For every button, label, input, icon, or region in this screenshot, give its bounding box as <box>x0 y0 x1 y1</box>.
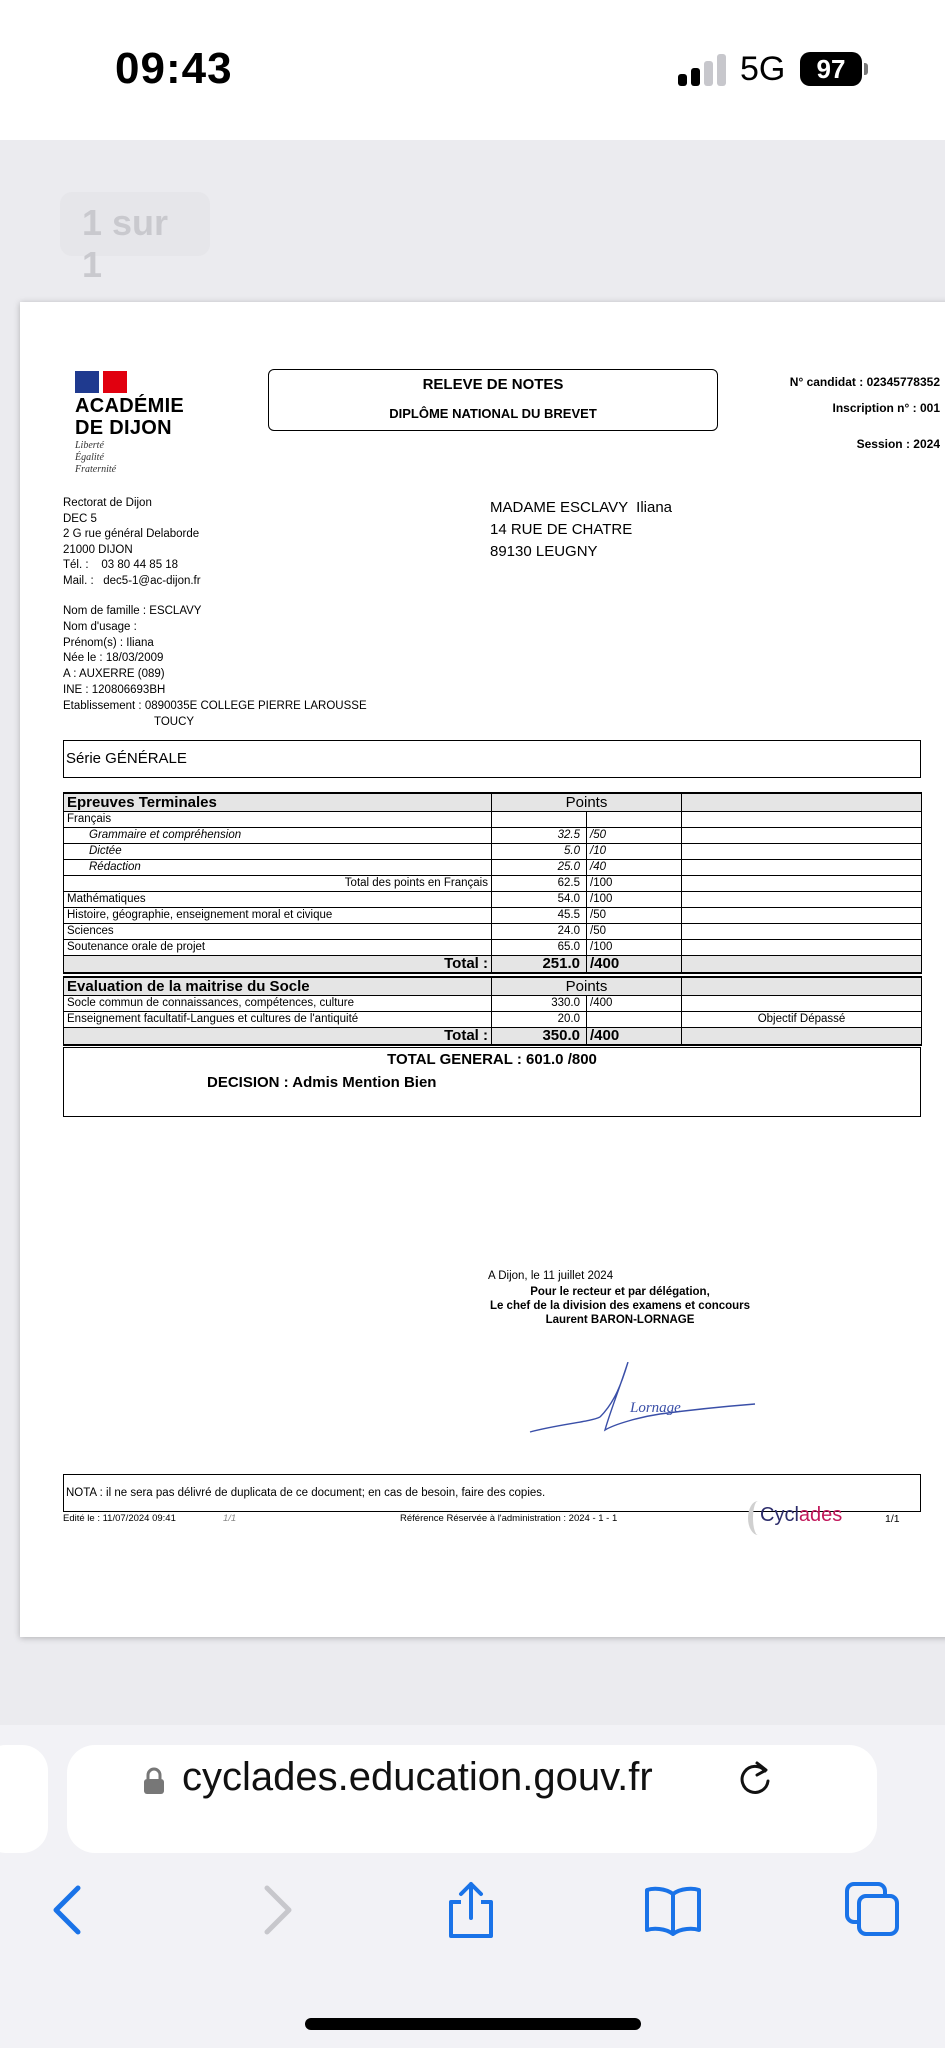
battery-level: 97 <box>816 54 846 84</box>
url-text[interactable]: cyclades.education.gouv.fr <box>182 1755 653 1799</box>
decision: DECISION : Admis Mention Bien <box>207 1074 437 1091</box>
table-row: Histoire, géographie, enseignement moral et civique 45.5 /50 <box>64 907 922 923</box>
battery-nub <box>864 63 868 75</box>
browser-bottom-bar <box>0 1725 945 2048</box>
objective-status: Objectif Dépassé <box>682 1011 922 1027</box>
status-bar <box>0 0 945 140</box>
table-header: Evaluation de la maitrise du Socle Points <box>64 977 922 995</box>
inscription-number: Inscription n° : 001 <box>832 401 940 415</box>
edit-date: Edité le : 11/07/2024 09:41 <box>63 1513 176 1524</box>
table-row: Dictée 5.0 /10 <box>64 843 922 859</box>
lock-icon <box>142 1767 166 1795</box>
nota: NOTA : il ne sera pas délivré de duplicata de ce document; en cas de besoin, faire des copies. <box>63 1474 921 1512</box>
socle-header: Evaluation de la maitrise du Socle <box>64 977 492 995</box>
recipient-address: MADAME ESCLAVY Iliana 14 RUE DE CHATRE 89130 LEUGNY <box>490 499 673 560</box>
back-icon[interactable] <box>40 1880 100 1940</box>
marianne-logo-icon <box>75 371 127 393</box>
bookmarks-icon[interactable] <box>643 1880 703 1940</box>
place-date: A Dijon, le 11 juillet 2024 <box>488 1270 614 1282</box>
page-number: 1/1 <box>885 1513 900 1525</box>
academy-logo-text: ACADÉMIE DE DIJON <box>75 395 185 439</box>
cyclades-brand: Cyclades <box>760 1504 843 1526</box>
terminal-total-row: Total : 251.0 /400 <box>64 955 922 973</box>
candidate-identity: Nom de famille : ESCLAVY Nom d'usage : Prénom(s) : Iliana Née le : 18/03/2009 A : AUXERRE (089) INE : 120806693BH Etablissement : 0890035E COLLEGE PIERRE LAROUSSE TOUCY <box>63 605 367 728</box>
table-row: Rédaction 25.0 /40 <box>64 859 922 875</box>
socle-total-row: Total : 350.0 /400 <box>64 1027 922 1045</box>
network-type: 5G <box>740 50 786 88</box>
decision-box <box>63 1047 921 1117</box>
republic-motto: Liberté Égalité Fraternité <box>75 440 117 475</box>
document-title: RELEVE DE NOTES <box>422 376 564 393</box>
candidate-number: N° candidat : 02345778352 <box>789 375 940 389</box>
handwritten-signature <box>520 1362 770 1442</box>
forward-icon[interactable] <box>245 1880 305 1940</box>
points-header: Points <box>492 793 682 811</box>
share-icon[interactable] <box>441 1880 501 1940</box>
reload-icon[interactable] <box>735 1759 775 1799</box>
session: Session : 2024 <box>856 437 940 451</box>
table-row: Total des points en Français 62.5 /100 <box>64 875 922 891</box>
table-row: Français <box>64 811 922 827</box>
tabs-icon[interactable] <box>843 1880 903 1940</box>
pdf-page <box>20 302 945 1637</box>
signatory-block: Pour le recteur et par délégation, Le chef de la division des examens et concours Laurent BARON-LORNAGE <box>489 1286 751 1326</box>
battery-icon <box>800 52 862 86</box>
table-row: Soutenance orale de projet 65.0 /100 <box>64 939 922 955</box>
table-header <box>64 793 922 811</box>
pdf-viewer[interactable] <box>0 140 945 1725</box>
clock: 09:43 <box>115 44 233 93</box>
document-title-box <box>268 369 718 431</box>
table-row: Grammaire et compréhension 32.5 /50 <box>64 827 922 843</box>
table-row: Enseignement facultatif-Langues et cultures de l'antiquité 20.0 Objectif Dépassé <box>64 1011 922 1027</box>
socle-table <box>63 976 922 1046</box>
signature-text: Lornage <box>630 1400 681 1416</box>
terminal-header: Epreuves Terminales <box>64 793 492 811</box>
serie-label: Série GÉNÉRALE <box>63 740 921 778</box>
table-row: Sciences 24.0 /50 <box>64 923 922 939</box>
cellular-signal-icon <box>678 54 728 86</box>
sender-address: Rectorat de Dijon DEC 5 2 G rue général Delaborde 21000 DIJON Tél. : 03 80 44 85 18 Mail. : dec5-1@ac-dijon.fr <box>63 497 201 587</box>
previous-tab-stub[interactable] <box>0 1745 48 1853</box>
page-indicator: 1 sur 1 <box>60 192 210 256</box>
table-row: Socle commun de connaissances, compétences, culture 330.0 /400 <box>64 995 922 1011</box>
page-number-small: 1/1 <box>223 1513 237 1524</box>
total-general: TOTAL GENERAL : 601.0 /800 <box>387 1051 597 1068</box>
terminal-exams-table <box>63 792 922 974</box>
table-row: Mathématiques 54.0 /100 <box>64 891 922 907</box>
document-subtitle: DIPLÔME NATIONAL DU BREVET <box>389 406 597 421</box>
home-indicator[interactable] <box>305 2018 641 2030</box>
admin-reference: Référence Réservée à l'administration : 2024 - 1 - 1 <box>400 1513 618 1524</box>
